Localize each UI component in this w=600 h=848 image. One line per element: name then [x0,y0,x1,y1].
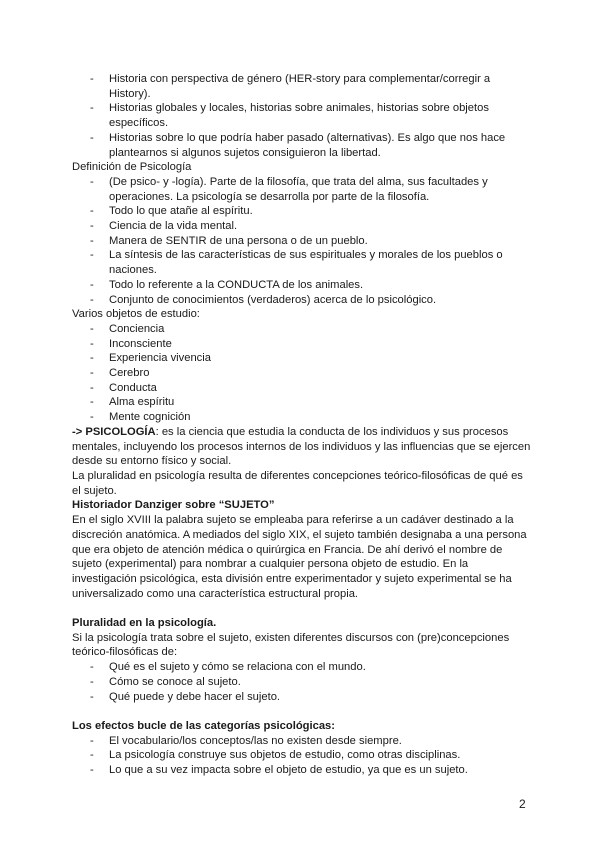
bucle-list [72,734,532,778]
list-item: - El vocabulario/los conceptos/las no existen desde siempre. [90,734,402,747]
definition-list [72,175,532,307]
bucle-heading: Los efectos bucle de las categorías psicológicas: [72,719,335,732]
list-item: - Ciencia de la vida mental. [90,220,238,233]
list-item: - Experiencia vivencia [90,352,211,365]
list-item: - Alma espíritu [90,396,175,409]
list-item: - Historia con perspectiva de género (HER-story para complementar/corregir a History). [90,73,491,100]
list-item: - Manera de SENTIR de una persona o de un pueblo. [90,234,368,247]
list-item: - La psicología construye sus objetos de estudio, como otras disciplinas. [90,749,461,762]
objects-heading: Varios objetos de estudio: [72,308,200,321]
list-item: - Conjunto de conocimientos (verdaderos) acerca de lo psicológico. [90,293,437,306]
list-item: - Qué es el sujeto y cómo se relaciona con el mundo. [90,661,366,674]
objects-list [72,322,532,425]
list-item: - Todo lo referente a la CONDUCTA de los animales. [90,278,364,291]
plural-list [72,660,532,704]
history-list [72,72,532,160]
page-number: 2 [519,797,526,811]
psicologia-label: -> PSICOLOGÍA [72,425,156,438]
list-item: - Cerebro [90,367,150,380]
list-item: - Inconsciente [90,337,172,350]
list-item: - Historias sobre lo que podría haber pasado (alternativas). Es algo que nos hace plantearnos si algunos sujetos consiguieron la libertad. [90,131,506,159]
list-item: - Qué puede y debe hacer el sujeto. [90,690,281,703]
plurality-paragraph: La pluralidad en psicología resulta de diferentes concepciones teórico-filosóficas de qué es el sujeto. [72,469,523,497]
list-item: - Todo lo que atañe al espíritu. [90,205,253,218]
definition-heading: Definición de Psicología [72,161,192,174]
psicologia-definition: -> PSICOLOGÍA: es la ciencia que estudia la conducta de los individuos y sus procesos mentales, incluyendo los procesos internos de los individuos y las influencias que se ejercen desde su entorno físico y social. [72,425,531,468]
list-item: - La síntesis de las características de sus espirituales y morales de los pueblos o naciones. [90,249,503,277]
list-item: - Lo que a su vez impacta sobre el objeto de estudio, ya que es un sujeto. [90,764,468,777]
list-item: - Cómo se conoce al sujeto. [90,675,241,688]
list-item: - Conciencia [90,322,165,335]
plural-heading: Pluralidad en la psicología. [72,617,217,629]
list-item: - Mente cognición [90,411,191,424]
danziger-heading: Historiador Danziger sobre “SUJETO” [72,499,275,512]
list-item: - (De psico- y -logía). Parte de la filosofía, que trata del alma, sus facultades y operaciones. La psicología se desarrolla por parte de la filosofía. [90,175,488,203]
list-item: - Historias globales y locales, historias sobre animales, historias sobre objetos específicos. [90,102,489,130]
list-item: - Conducta [90,381,157,394]
plural-paragraph: Si la psicología trata sobre el sujeto, existen diferentes discursos con (pre)concepciones teórico-filosóficas de: [72,631,510,659]
danziger-paragraph: En el siglo XVIII la palabra sujeto se empleaba para referirse a un cadáver destinado a la discreción anatómica. A mediados del siglo XIX, el sujeto también designaba a una persona que era objeto de atención médica o quirúrgica en Francia. De ahí derivó el nombre de sujeto (experimental) para nombrar a cualquier persona objeto de estudio. En la investigación psicológica, esta división entre experimentador y sujeto experimental se ha universalizado como una característica estructural propia. [72,514,527,600]
document-page [72,72,532,778]
